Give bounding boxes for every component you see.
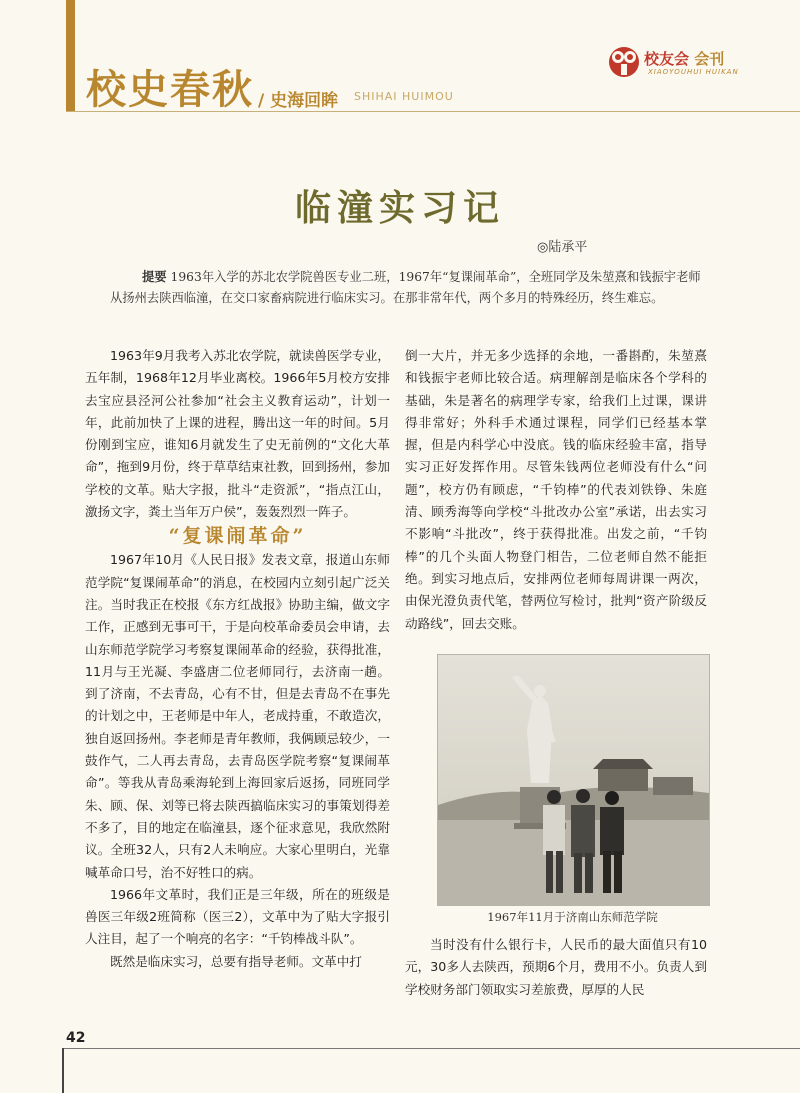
section-pinyin: SHIHAI HUIMOU	[354, 90, 454, 103]
paragraph-4: 既然是临床实习，总要有指导老师。文革中打	[110, 953, 362, 969]
article-abstract	[110, 266, 708, 309]
section-subtitle: / 史海回眸	[258, 91, 339, 111]
alumni-logo-icon	[607, 45, 641, 79]
abstract-text: 1963年入学的苏北农学院兽医专业二班，1967年“复课闹革命”，全班同学及朱堃熹和钱振宇老师从扬州去陕西临潼，在交口家畜病院进行临床实习。在那非常年代，两个多月的特殊经历，终生难忘。	[110, 270, 701, 305]
paragraph-5: 倒一大片，并无多少选择的余地，一番斟酌，朱堃熹和钱振宇老师比较合适。病理解剖是临床各个学科的基础，朱是著名的病理学专家，给我们上过课，课讲得非常好；外科手术通过课程，同学们已经基本掌握，但是内科学心中没底。钱的临床经验丰富，指导实习正好发挥作用。尽管朱钱两位老师没有什么“问题”，校方仍有顾虑，“千钧棒”的代表刘铁铮、朱庭清、顾秀海等向学校“斗批改办公室”承诺，出去实习不影响“斗批改”，终于获得批准。出发之前，“千钧棒”的几个头面人物登门相告，二位老师自然不能拒绝。到实习地点后，安排两位老师每周讲课一两次，由保光澄负责代笔，替两位写检讨，批判“资产阶级反动路线”，回去交账。	[405, 348, 707, 631]
historical-photo	[437, 654, 710, 906]
header-accent-bar	[66, 0, 75, 112]
section-title: 校史春秋	[86, 66, 254, 113]
paragraph-2: 1967年10月《人民日报》发表文章，报道山东师范学院“复课闹革命”的消息，在校园内立刻引起广泛关注。当时我正在校报《东方红战报》协助主编，做文字工作，正感到无事可干，于是向校革命委员会申请，去山东师范学院学习考察复课闹革命的经验，获得批准，11月与王光凝、李盛唐二位老师同行，去济南一趟。到了济南，不去青岛，心有不甘，但是去青岛不在事先的计划之中，王老师是中年人，老成持重，不敢造次，独自返回扬州。李老师是青年教师，我俩顾忌较少，一鼓作气，二人再去青岛，去青岛医学院考察“复课闹革命”。等我从青岛乘海轮到上海回家后返扬，同班同学朱、顾、保、刘等已将去陕西搞临床实习的事策划得差不多了，目的地定在临潼县，逐个征求意见，我欣然附议。全班32人，只有2人未响应。大家心里明白，光靠喊革命口号，治不好牲口的病。	[85, 552, 390, 880]
photo-caption: 1967年11月于济南山东师范学院	[487, 910, 658, 924]
page-number: 42	[66, 1030, 86, 1046]
logo-pinyin: XIAOYOUHUI HUIKAN	[648, 68, 739, 76]
article-author: ◎陆承平	[537, 240, 588, 255]
paragraph-1: 1963年9月我考入苏北农学院，就读兽医学专业，五年制，1968年12月毕业离校。1966年5月校方安排去宝应县泾河公社参加“社会主义教育运动”，计划一年，此前加快了上课的进程，腾出这一年的时间。5月份刚到宝应，谁知6月就发生了史无前例的“文化大革命”，拖到9月份，终于草草结束社教，回到扬州，参加学校的文革。贴大字报，批斗“走资派”，“指点江山，激扬文字，粪土当年万户侯”，轰轰烈烈一阵子。	[85, 348, 390, 520]
abstract-label: 提要	[142, 269, 167, 284]
section-subheading: “复课闹革命”	[168, 525, 307, 548]
logo-text-red: 校友会	[644, 50, 690, 68]
right-column-bottom	[405, 934, 707, 1001]
article-title: 临潼实习记	[294, 187, 505, 229]
logo-text-gold: 会刊	[694, 50, 725, 68]
paragraph-6: 当时没有什么银行卡，人民币的最大面值只有10元，30多人去陕西，预期6个月，费用不小。负责人到学校财务部门领取实习差旅费，厚厚的人民	[405, 937, 707, 997]
photo-illustration	[438, 655, 709, 905]
right-column	[405, 345, 707, 635]
paragraph-3: 1966年文革时，我们正是三年级，所在的班级是兽医三年级2班简称（医三2），文革中为了贴大字报引人注目，起了一个响亮的名字：“千钧棒战斗队”。	[85, 886, 390, 947]
footer-accent-bar	[62, 1048, 64, 1093]
footer-divider	[62, 1048, 800, 1049]
logo-text	[644, 48, 724, 69]
left-column	[85, 345, 390, 973]
